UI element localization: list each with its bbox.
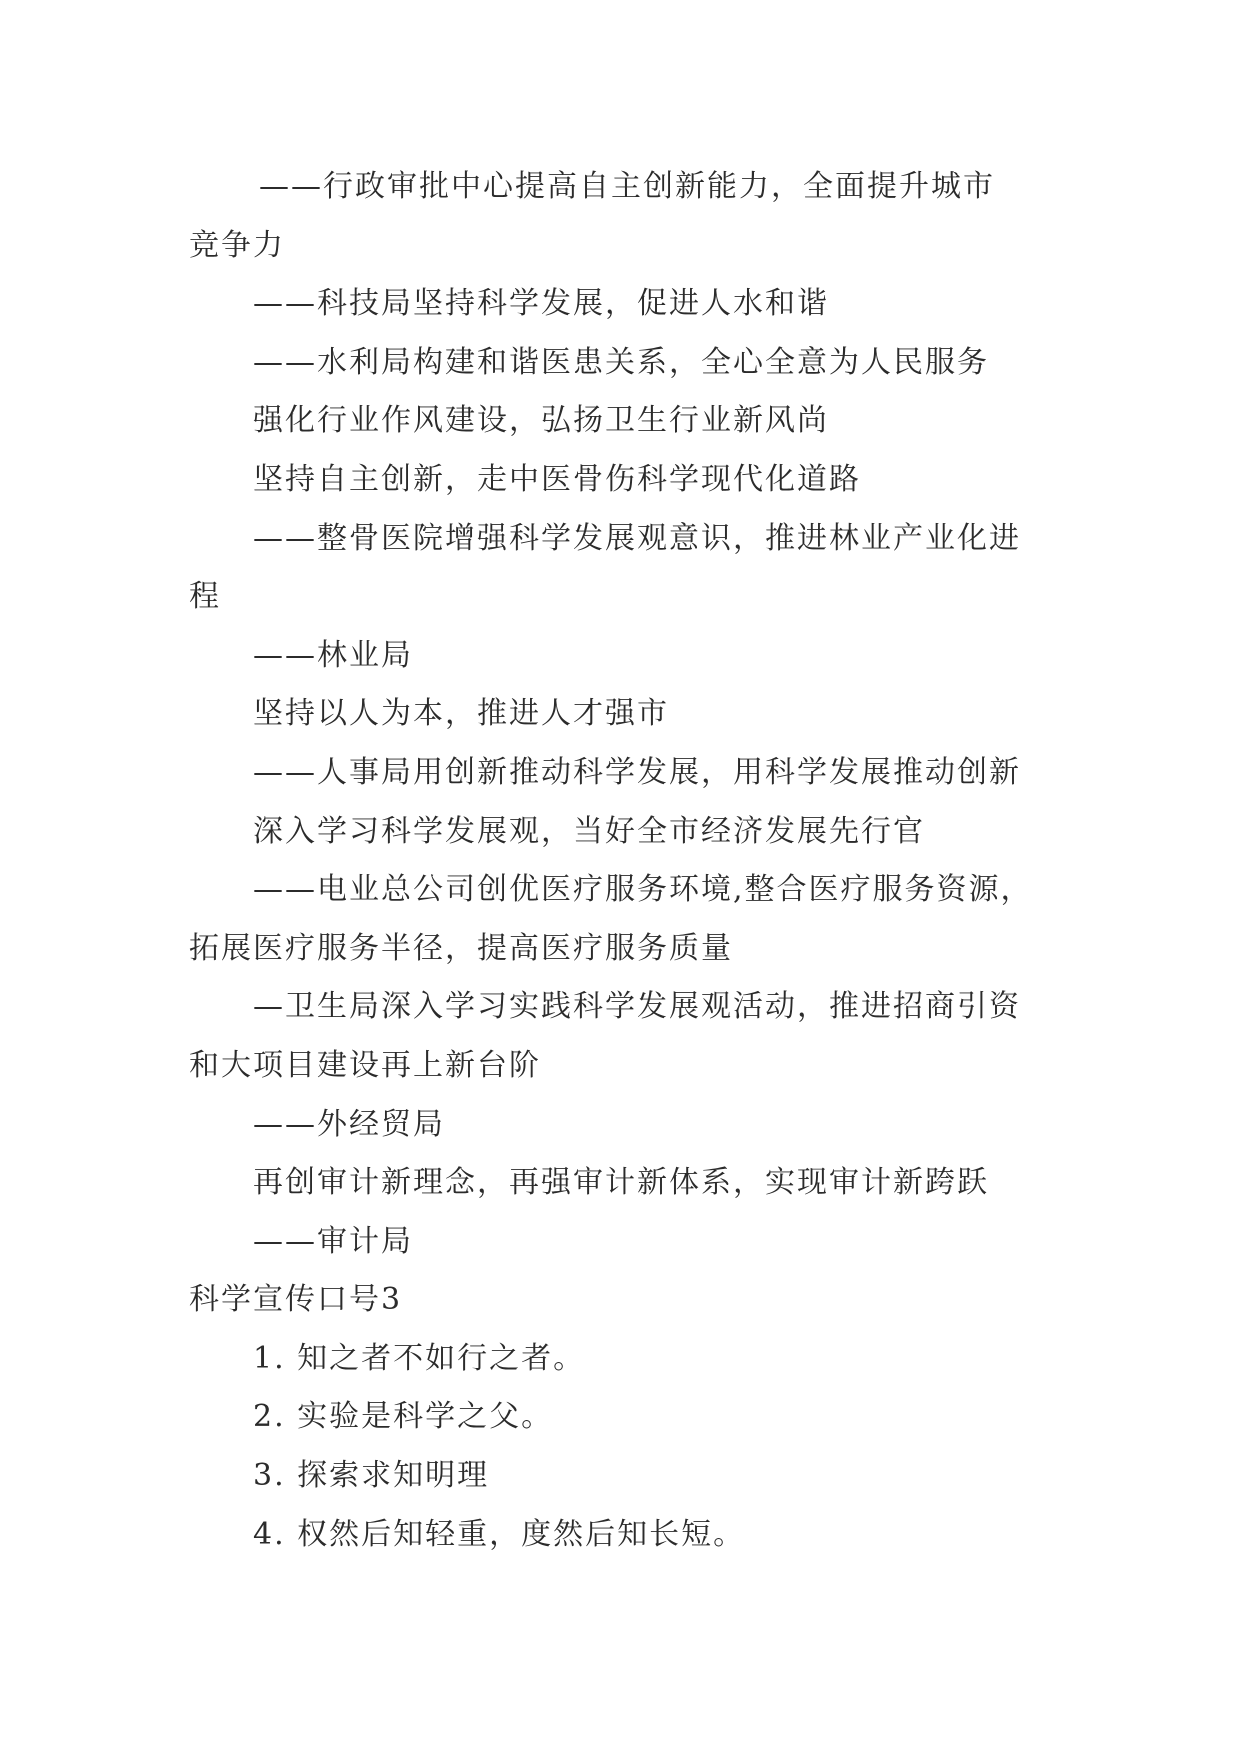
text-line: ——林业局 bbox=[253, 637, 413, 673]
list-item: 1. 知之者不如行之者。 bbox=[253, 1340, 586, 1376]
text-line: 和大项目建设再上新台阶 bbox=[189, 1047, 541, 1083]
text-line: 强化行业作风建设，弘扬卫生行业新风尚 bbox=[253, 403, 829, 439]
text-line: 再创审计新理念，再强审计新体系，实现审计新跨跃 bbox=[253, 1165, 989, 1201]
list-item: 2. 实验是科学之父。 bbox=[253, 1399, 554, 1435]
text-line: 拓展医疗服务半径，提高医疗服务质量 bbox=[189, 930, 733, 966]
text-line: 深入学习科学发展观，当好全市经济发展先行官 bbox=[253, 813, 925, 849]
text-line: ——行政审批中心提高自主创新能力，全面提升城市 bbox=[259, 169, 995, 204]
document-body bbox=[189, 158, 1059, 1564]
section-heading: 科学宣传口号3 bbox=[189, 1282, 403, 1318]
text-line: ——审计局 bbox=[253, 1223, 413, 1259]
list-item: 3. 探索求知明理 bbox=[253, 1458, 490, 1494]
list-item: 4. 权然后知轻重，度然后知长短。 bbox=[253, 1516, 746, 1552]
text-line: ——外经贸局 bbox=[253, 1106, 445, 1142]
text-line: ——人事局用创新推动科学发展，用科学发展推动创新 bbox=[253, 754, 1021, 790]
text-line: —卫生局深入学习实践科学发展观活动，推进招商引资 bbox=[253, 989, 1021, 1025]
text-line: 坚持自主创新，走中医骨伤科学现代化道路 bbox=[253, 461, 861, 497]
text-line: 竞争力 bbox=[189, 227, 285, 263]
text-line: ——科技局坚持科学发展，促进人水和谐 bbox=[253, 286, 829, 322]
text-line: 程 bbox=[189, 579, 221, 615]
text-line: 坚持以人为本，推进人才强市 bbox=[253, 696, 669, 732]
text-line: ——水利局构建和谐医患关系，全心全意为人民服务 bbox=[253, 344, 989, 380]
text-line: ——整骨医院增强科学发展观意识，推进林业产业化进 bbox=[253, 520, 1021, 556]
text-line: ——电业总公司创优医疗服务环境,整合医疗服务资源， bbox=[253, 872, 1033, 908]
